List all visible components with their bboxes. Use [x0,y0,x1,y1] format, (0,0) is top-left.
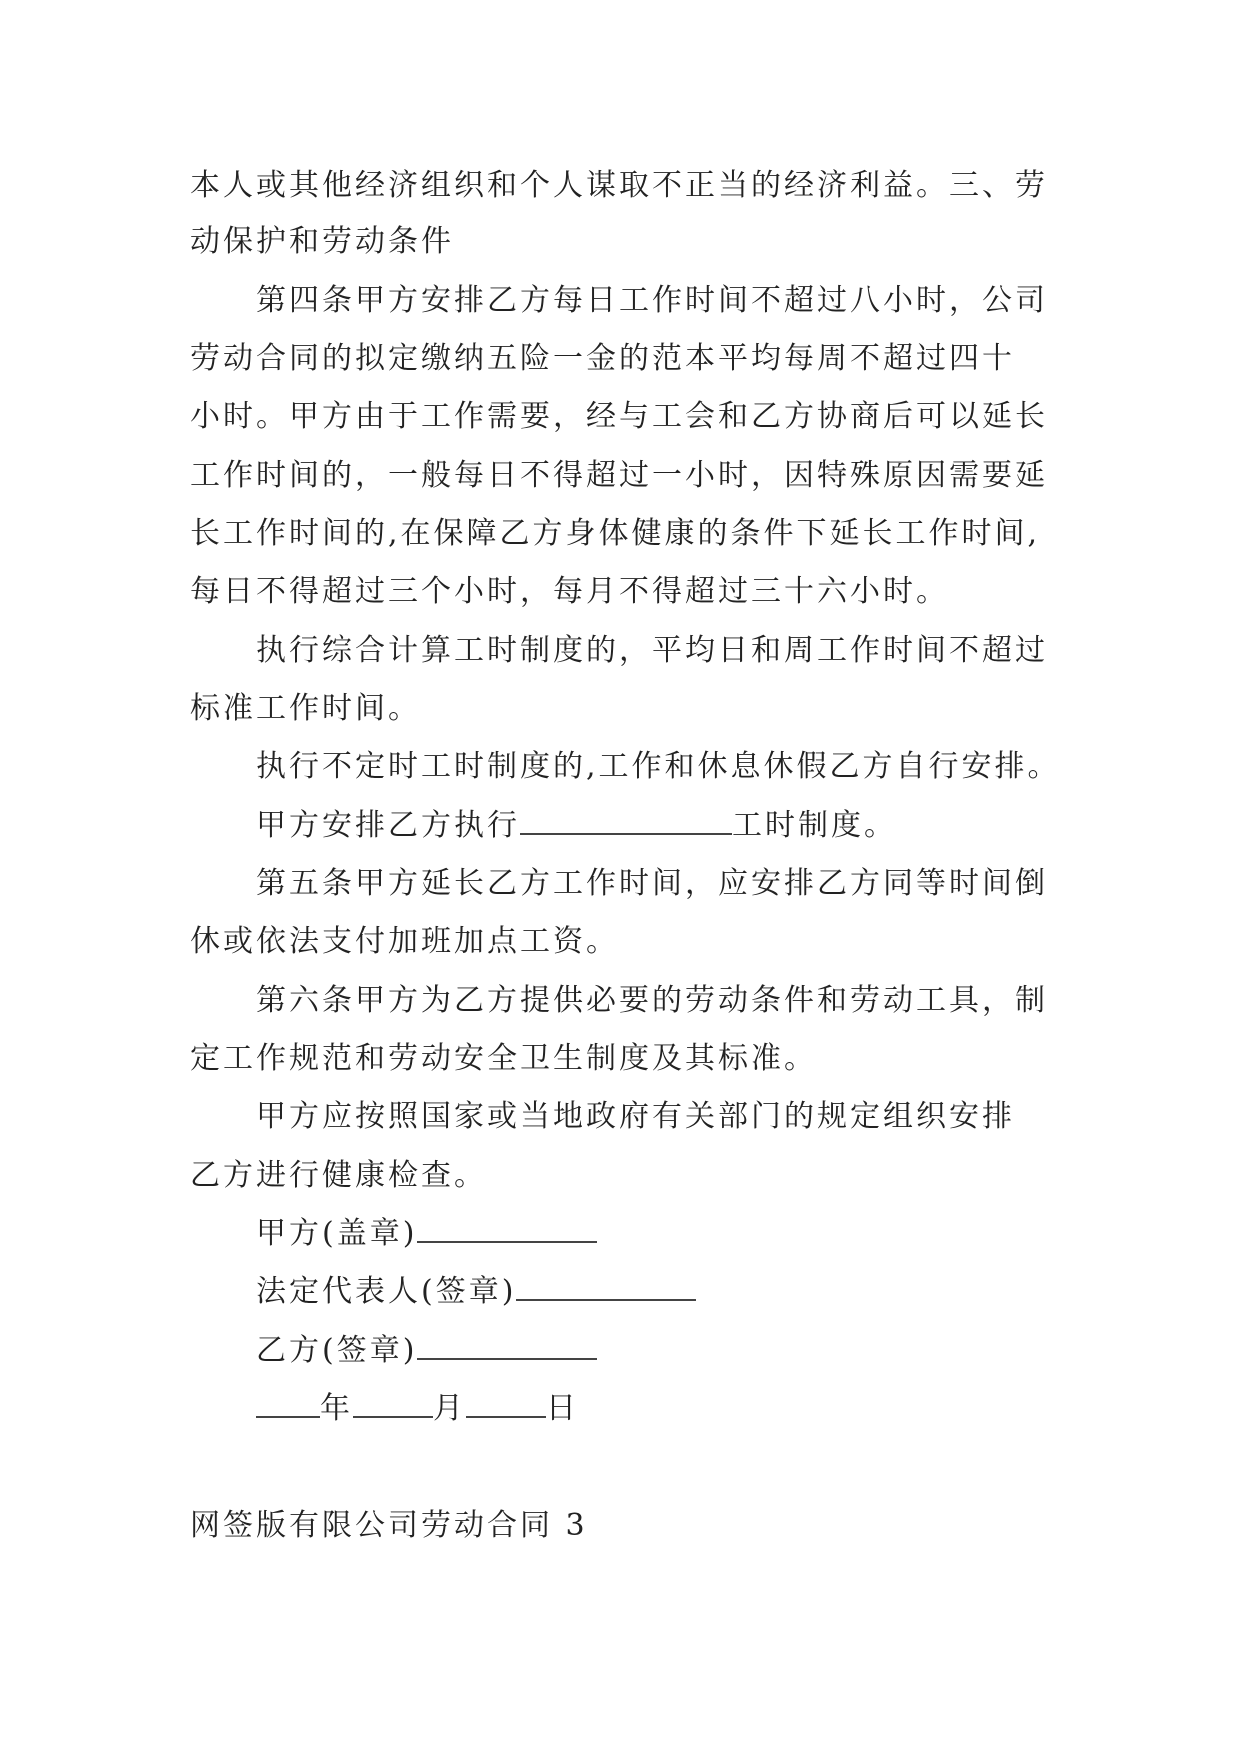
paragraph-line: 动保护和劳动条件 [190,224,454,259]
signature-party-a-label: 甲方(盖章) [256,1216,418,1251]
date-month-blank [353,1392,433,1418]
paragraph-line: 定工作规范和劳动安全卫生制度及其标准。 [190,1041,817,1076]
work-hours-text-after: 工时制度。 [732,808,897,843]
signature-party-a [256,1214,597,1254]
paragraph-line: 劳动合同的拟定缴纳五险一金的范本平均每周不超过四十 [190,341,1015,376]
signature-party-b-blank [417,1334,597,1360]
signature-date [256,1389,579,1429]
signature-legal-rep-label: 法定代表人(签章) [256,1274,517,1309]
date-day-label: 日 [546,1391,579,1426]
date-year-blank [256,1392,320,1418]
paragraph-line: 每日不得超过三个小时，每月不得超过三十六小时。 [190,574,949,609]
date-year-label: 年 [320,1391,353,1426]
paragraph-line: 执行综合计算工时制度的，平均日和周工作时间不超过 [256,633,1048,668]
work-hours-line [256,806,897,846]
signature-party-a-blank [417,1217,597,1243]
signature-legal-rep [256,1272,696,1312]
paragraph-line: 甲方应按照国家或当地政府有关部门的规定组织安排 [256,1099,1015,1134]
paragraph-line: 乙方进行健康检查。 [190,1158,487,1193]
work-hours-text-before: 甲方安排乙方执行 [256,808,520,843]
paragraph-line: 执行不定时工时制度的,工作和休息休假乙方自行安排。 [256,749,1061,784]
paragraph-line: 工作时间的，一般每日不得超过一小时，因特殊原因需要延 [190,458,1048,493]
paragraph-line: 长工作时间的,在保障乙方身体健康的条件下延长工作时间, [190,516,1041,551]
next-section-title: 网签版有限公司劳动合同 3 [190,1508,588,1543]
signature-party-b [256,1331,597,1371]
date-month-label: 月 [433,1391,466,1426]
paragraph-line: 第四条甲方安排乙方每日工作时间不超过八小时，公司 [256,283,1048,318]
paragraph-line: 休或依法支付加班加点工资。 [190,924,619,959]
signature-legal-rep-blank [516,1275,696,1301]
signature-party-b-label: 乙方(签章) [256,1333,418,1368]
paragraph-line: 标准工作时间。 [190,691,421,726]
paragraph-line: 第五条甲方延长乙方工作时间，应安排乙方同等时间倒 [256,866,1048,901]
paragraph-line: 第六条甲方为乙方提供必要的劳动条件和劳动工具，制 [256,983,1048,1018]
paragraph-line: 本人或其他经济组织和个人谋取不正当的经济利益。三、劳 [190,168,1048,203]
paragraph-line: 小时。甲方由于工作需要，经与工会和乙方协商后可以延长 [190,399,1048,434]
date-day-blank [466,1392,546,1418]
work-hours-blank [520,809,732,835]
